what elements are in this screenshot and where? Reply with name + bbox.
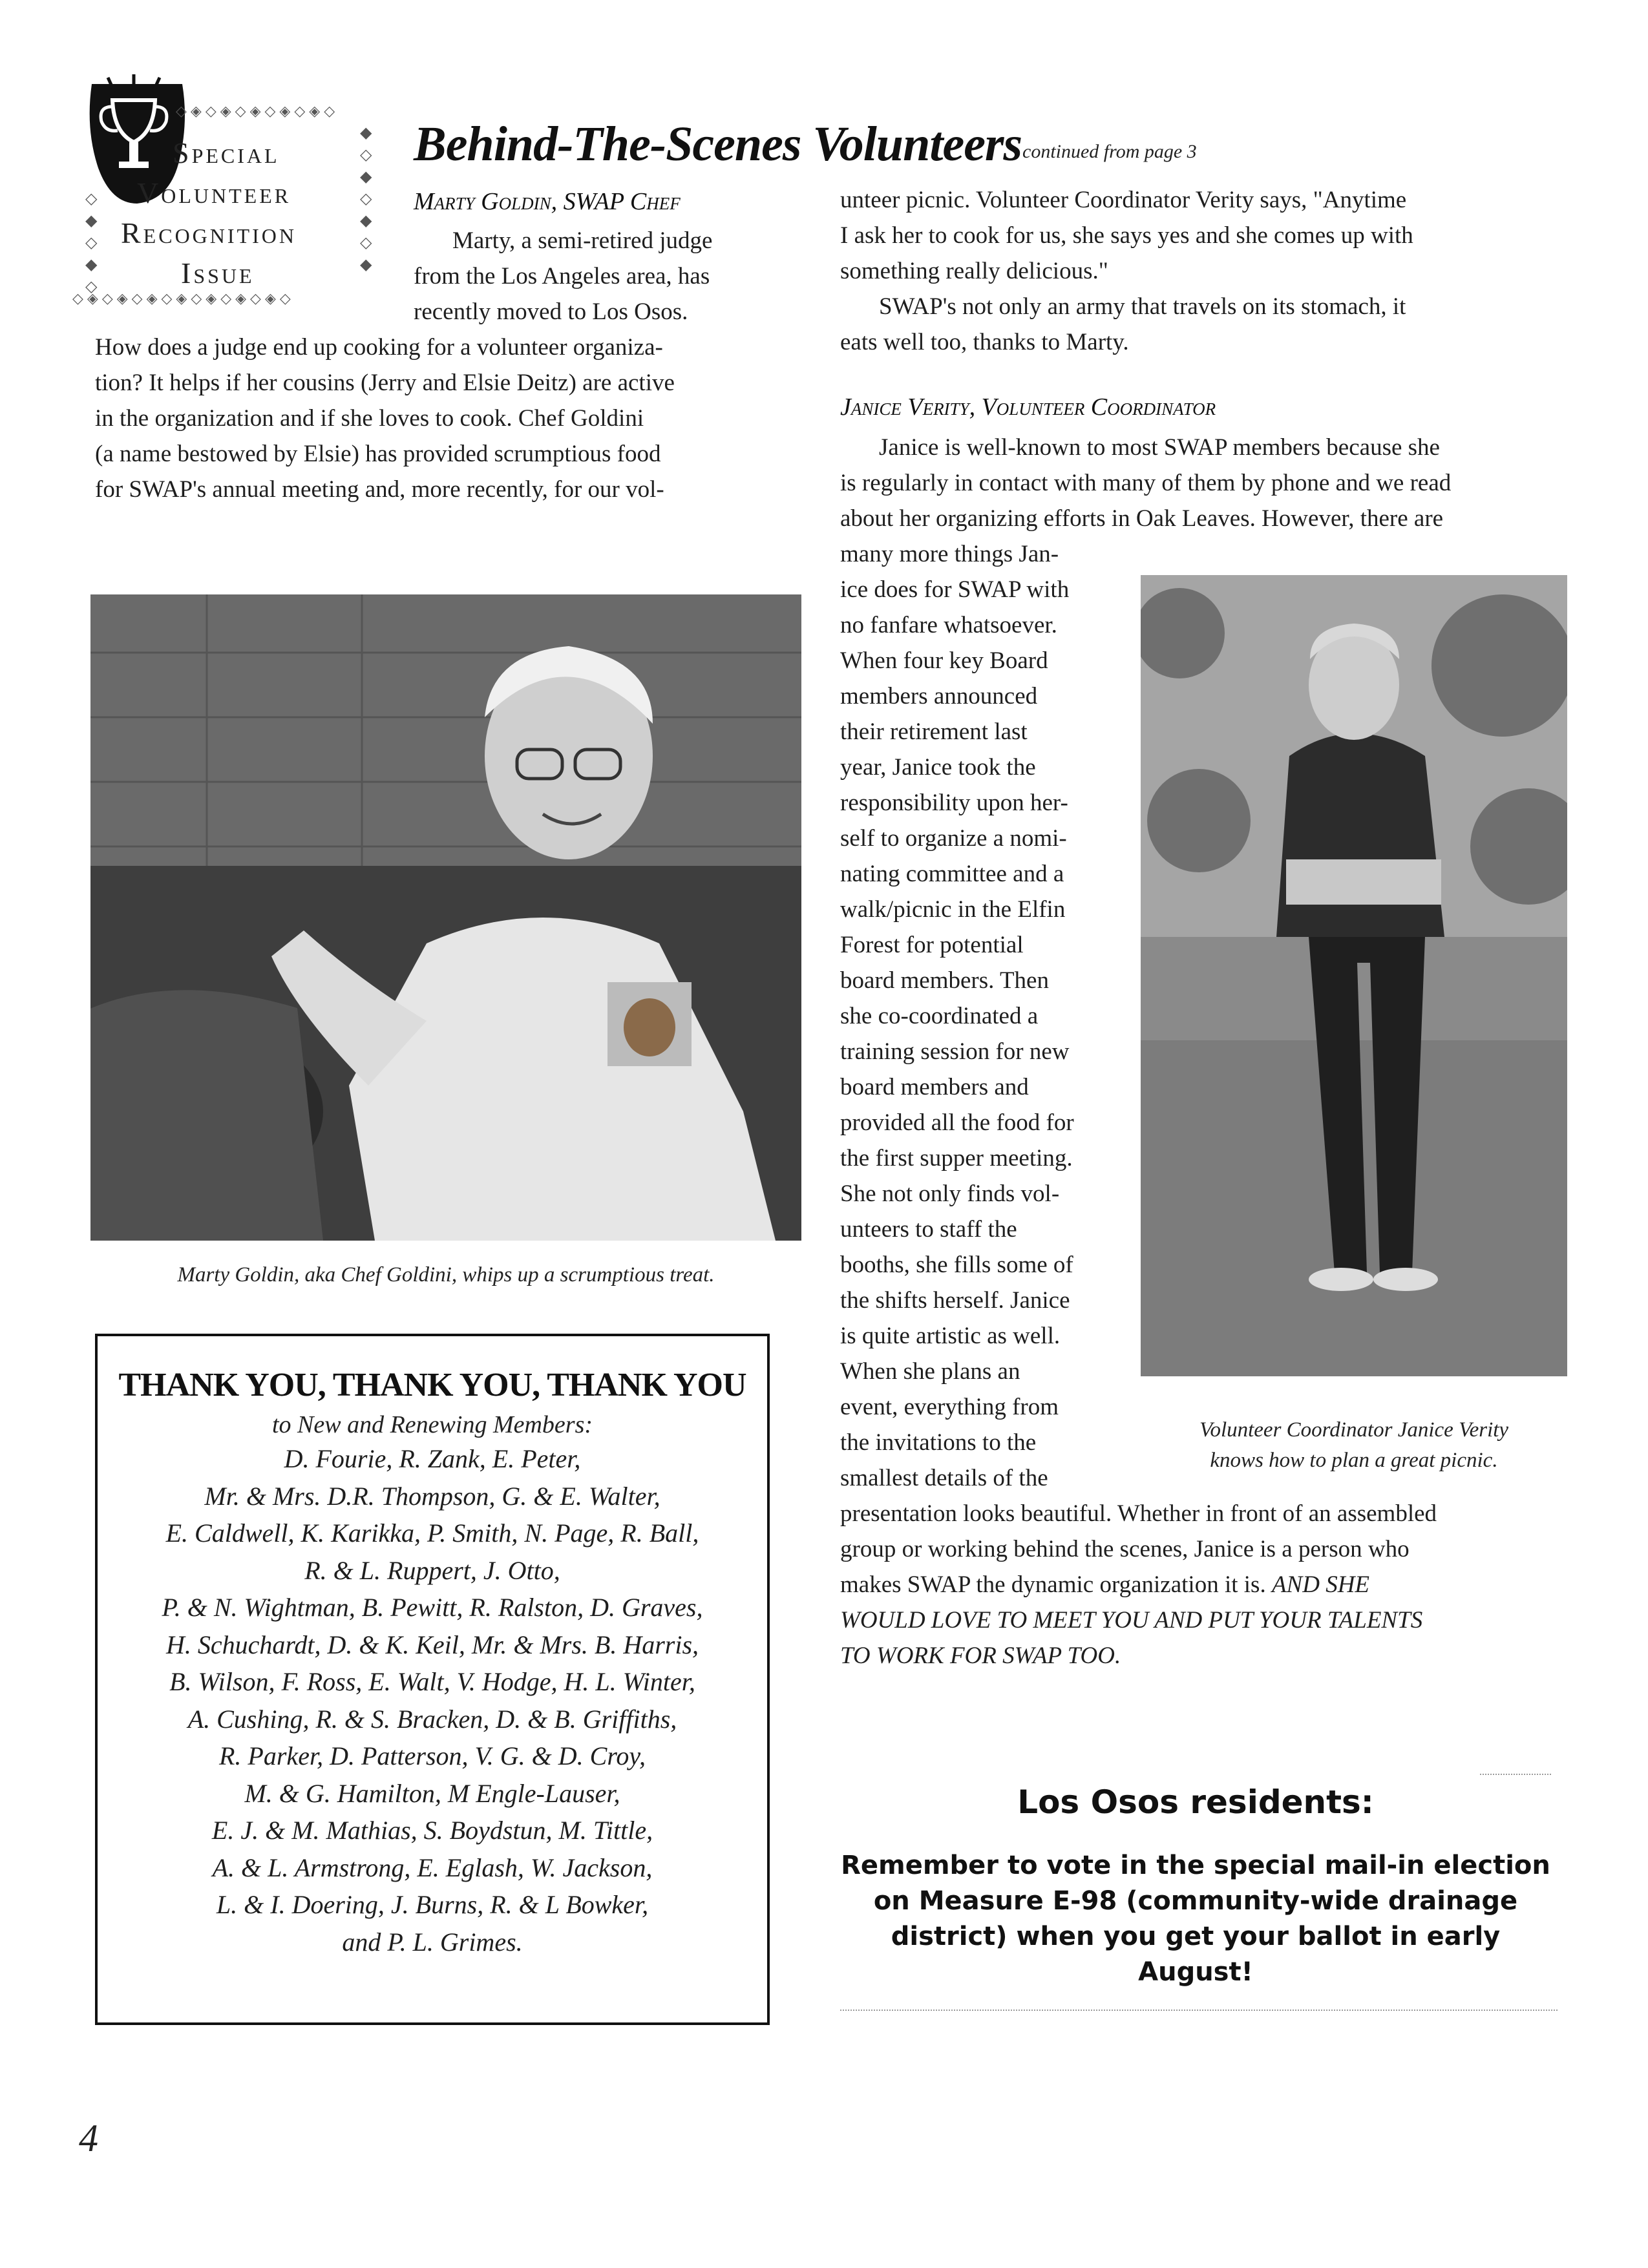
text-line: is quite artistic as well. (840, 1323, 1061, 1349)
text-line: I ask her to cook for us, she says yes and she comes up with (840, 222, 1413, 249)
notice-line: Remember to vote in the special mail-in election (841, 1851, 1550, 1880)
member-line: P. & N. Wightman, B. Pewitt, R. Ralston, D. Graves, (162, 1593, 703, 1622)
text-line: How does a judge end up cooking for a volunteer organiza- (95, 334, 663, 361)
janice-narrow-column (840, 536, 1125, 1496)
member-line: R. Parker, D. Patterson, V. G. & D. Croy, (219, 1741, 646, 1770)
text-line: the first supper meeting. (840, 1145, 1073, 1171)
badge-line-3: Recognition (121, 216, 297, 249)
text-line: is regularly in contact with many of them by phone and we read (840, 470, 1452, 496)
thank-you-box (95, 1334, 770, 2025)
member-line: E. Caldwell, K. Karikka, P. Smith, N. Page, R. Ball, (165, 1518, 699, 1548)
text-line: self to organize a nomi- (840, 825, 1067, 852)
diamond-border-right: ◆ ◇ ◆ ◇ ◆ ◇ ◆ (360, 123, 372, 273)
text-line: SWAP's not only an army that travels on its stomach, it (879, 293, 1406, 320)
janice-photo (1141, 575, 1567, 1376)
text-line: ice does for SWAP with (840, 576, 1070, 603)
member-line: and P. L. Grimes. (342, 1927, 523, 1957)
text-line: for SWAP's annual meeting and, more recently, for our vol- (95, 476, 664, 503)
thank-you-title: THANK YOU, THANK YOU, THANK YOU (118, 1367, 746, 1403)
janice-intro (840, 430, 1558, 536)
notice-line: district) when you get your ballot in early August! (891, 1922, 1501, 1987)
text-line: responsibility upon her- (840, 790, 1068, 816)
emphasis-line: WOULD LOVE TO MEET YOU AND PUT YOUR TALENTS (840, 1607, 1423, 1633)
member-line: A. Cushing, R. & S. Bracken, D. & B. Griffiths, (187, 1704, 677, 1734)
text-line: something really delicious." (840, 258, 1108, 284)
diamond-border-bottom: ◇◈◇◈◇◈◇◈◇◈◇◈◇◈◇ (72, 291, 295, 307)
janice-closing (840, 1496, 1564, 1674)
text-line: year, Janice took the (840, 754, 1036, 781)
page-number: 4 (79, 2117, 98, 2159)
janice-heading: Janice Verity, Volunteer Coordinator (840, 394, 1216, 421)
text-line: provided all the food for (840, 1109, 1074, 1136)
text-line: no fanfare whatsoever. (840, 612, 1057, 638)
diamond-border-top: ◇◈◇◈◇◈◇◈◇◈◇ (176, 103, 339, 120)
text-line: unteers to staff the (840, 1216, 1017, 1243)
text-line: about her organizing efforts in Oak Leaves. However, there are (840, 505, 1444, 532)
member-line: L. & I. Doering, J. Burns, R. & L Bowker, (216, 1890, 649, 1919)
text-line: members announced (840, 683, 1038, 709)
text-span: makes SWAP the dynamic organization it is. (840, 1571, 1266, 1598)
marty-continued (840, 182, 1558, 360)
text-line: board members. Then (840, 967, 1049, 994)
caption-line: Volunteer Coordinator Janice Verity (1199, 1418, 1509, 1442)
residents-notice (840, 1848, 1551, 1990)
headline: Behind-The-Scenes Volunteers (414, 117, 1022, 171)
text-line (840, 1567, 1564, 1602)
member-names (98, 1440, 767, 1960)
emphasis-start: AND SHE (1271, 1571, 1370, 1598)
member-line: B. Wilson, F. Ross, E. Walt, V. Hodge, H. L. Winter, (169, 1667, 695, 1696)
text-line: board members and (840, 1074, 1029, 1100)
badge-line-4: Issue (181, 257, 255, 289)
member-line: E. J. & M. Mathias, S. Boydstun, M. Tittle, (211, 1816, 653, 1845)
text-line: she co-coordinated a (840, 1003, 1039, 1029)
text-line: many more things Jan- (840, 541, 1059, 567)
text-line: training session for new (840, 1038, 1070, 1065)
text-line: (a name bestowed by Elsie) has provided scrumptious food (95, 441, 661, 467)
caption-line: knows how to plan a great picnic. (1210, 1449, 1498, 1472)
divider-top (1480, 1774, 1551, 1775)
text-line: eats well too, thanks to Marty. (840, 329, 1129, 355)
text-line: tion? It helps if her cousins (Jerry and Elsie Deitz) are active (95, 370, 675, 396)
text-line: booths, she fills some of (840, 1252, 1073, 1278)
diamond-border-left: ◇ ◆ ◇ ◆ ◇ (85, 189, 98, 295)
text-line: event, everything from (840, 1394, 1059, 1420)
marty-heading: Marty Goldin, SWAP Chef (414, 188, 681, 215)
marty-photo (90, 594, 801, 1241)
member-line: A. & L. Armstrong, E. Eglash, W. Jackson, (212, 1853, 653, 1882)
badge-line-1: Special (173, 136, 280, 169)
special-issue-badge (72, 71, 383, 310)
residents-title: Los Osos residents: (1017, 1783, 1374, 1821)
continued-note: continued from page 3 (1022, 141, 1197, 162)
text-line: unteer picnic. Volunteer Coordinator Verity says, "Anytime (840, 187, 1407, 213)
divider-bottom (840, 2010, 1558, 2011)
notice-line: on Measure E-98 (community-wide drainage (873, 1886, 1518, 1916)
text-line: recently moved to Los Osos. (414, 299, 688, 325)
text-line: nating committee and a (840, 861, 1064, 887)
text-line: She not only finds vol- (840, 1181, 1060, 1207)
member-line: M. & G. Hamilton, M Engle-Lauser, (244, 1778, 620, 1808)
marty-intro (414, 223, 801, 330)
text-line: When four key Board (840, 647, 1048, 674)
marty-photo-caption: Marty Goldin, aka Chef Goldini, whips up a scrumptious treat. (177, 1263, 715, 1286)
text-line: group or working behind the scenes, Janice is a person who (840, 1536, 1410, 1562)
marty-body (95, 330, 806, 507)
text-line: Marty, a semi-retired judge (452, 227, 713, 254)
member-line: D. Fourie, R. Zank, E. Peter, (284, 1444, 581, 1473)
text-line: from the Los Angeles area, has (414, 263, 710, 289)
badge-line-2: Volunteer (137, 176, 291, 209)
member-line: Mr. & Mrs. D.R. Thompson, G. & E. Walter, (204, 1481, 660, 1511)
text-line: the shifts herself. Janice (840, 1287, 1070, 1314)
member-line: H. Schuchardt, D. & K. Keil, Mr. & Mrs. B. Harris, (165, 1630, 699, 1659)
text-line: When she plans an (840, 1358, 1020, 1385)
janice-photo-caption (1121, 1415, 1587, 1476)
text-line: the invitations to the (840, 1429, 1037, 1456)
text-line: their retirement last (840, 719, 1028, 745)
text-line: Janice is well-known to most SWAP members because she (879, 434, 1440, 461)
text-line: Forest for potential (840, 932, 1024, 958)
member-line: R. & L. Ruppert, J. Otto, (304, 1555, 560, 1585)
thank-you-subtitle: to New and Renewing Members: (271, 1411, 593, 1438)
emphasis-line: TO WORK FOR SWAP TOO. (840, 1643, 1121, 1669)
text-line: smallest details of the (840, 1465, 1048, 1491)
text-line: in the organization and if she loves to cook. Chef Goldini (95, 405, 644, 432)
text-line: presentation looks beautiful. Whether in front of an assembled (840, 1500, 1437, 1527)
text-line: walk/picnic in the Elfin (840, 896, 1066, 923)
